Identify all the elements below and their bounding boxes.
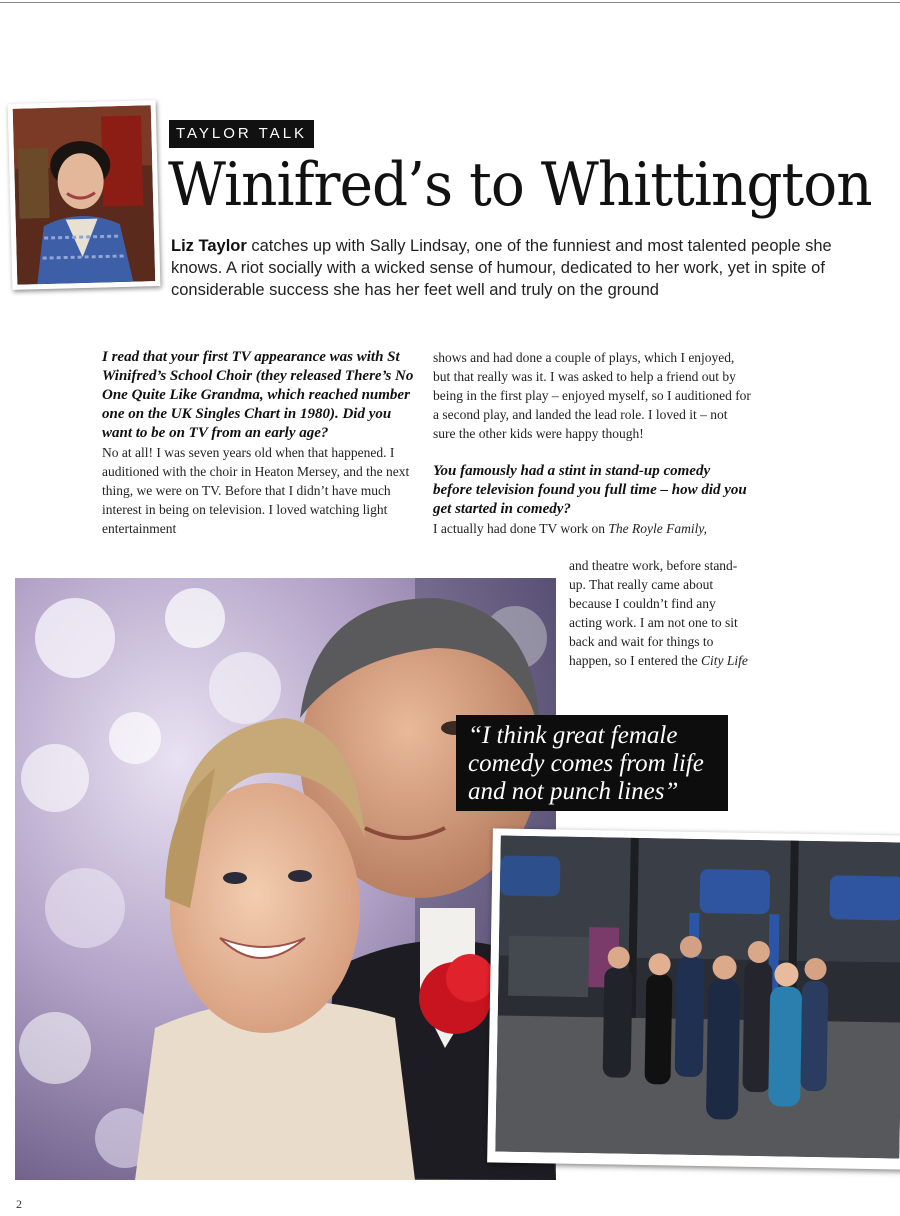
article-headline: Winifred’s to Whittington: [168, 150, 872, 220]
show-title-royle-family: The Royle Family,: [608, 521, 707, 536]
answer-2-body: and theatre work, before stand-up. That really came about because I couldn’t find any acting work. I am not one to sit back and wait for things to happen, so I entered the: [569, 558, 738, 668]
main-photo: [15, 578, 556, 1180]
article-column-2: [433, 348, 751, 538]
author-portrait: [8, 100, 161, 290]
section-tag: TAYLOR TALK: [169, 120, 314, 148]
standfirst: [171, 235, 846, 301]
title-city-life: City Life: [700, 653, 748, 668]
author-portrait-image: [13, 105, 156, 285]
answer-2-intro-text: I actually had done TV work on: [433, 521, 609, 536]
answer-1-part-2: shows and had done a couple of plays, which I enjoyed, but that really was it. I was asked to help a friend out by being in the first play – enjoyed myself, so I auditioned for a second play, and landed the lead role. I loved it – not sure the other kids were happy though!: [433, 350, 751, 441]
cast-photo: [487, 828, 900, 1169]
question-1: I read that your first TV appearance was with St Winifred’s School Choir (they released There’s No One Quite Like Grandma, which reached number one on the UK Singles Chart in 1980). Did you want to be on TV from an early age?: [102, 349, 414, 441]
article-column-1: [102, 348, 420, 538]
answer-2-part-2: [569, 556, 749, 670]
answer-2-intro: [433, 519, 751, 538]
article-column-3: [569, 556, 749, 670]
page-number: 2: [16, 1197, 22, 1211]
answer-1-part-1: No at all! I was seven years old when that happened. I auditioned with the choir in Heaton Mersey, and the next thing, we were on TV. Before that I didn’t have much interest in being on television. I loved watching light entertainment: [102, 445, 410, 536]
standfirst-author: Liz Taylor: [171, 237, 247, 255]
cast-photo-image: [495, 836, 900, 1159]
question-2: You famously had a stint in stand-up comedy before television found you full time – how did you get started in comedy?: [433, 463, 747, 517]
top-rule: [0, 2, 900, 3]
pull-quote: “I think great female comedy comes from life and not punch lines”: [456, 715, 728, 811]
standfirst-text: catches up with Sally Lindsay, one of the funniest and most talented people she knows. A riot socially with a wicked sense of humour, dedicated to her work, yet in spite of considerable success she has her feet well and truly on the ground: [171, 237, 832, 299]
